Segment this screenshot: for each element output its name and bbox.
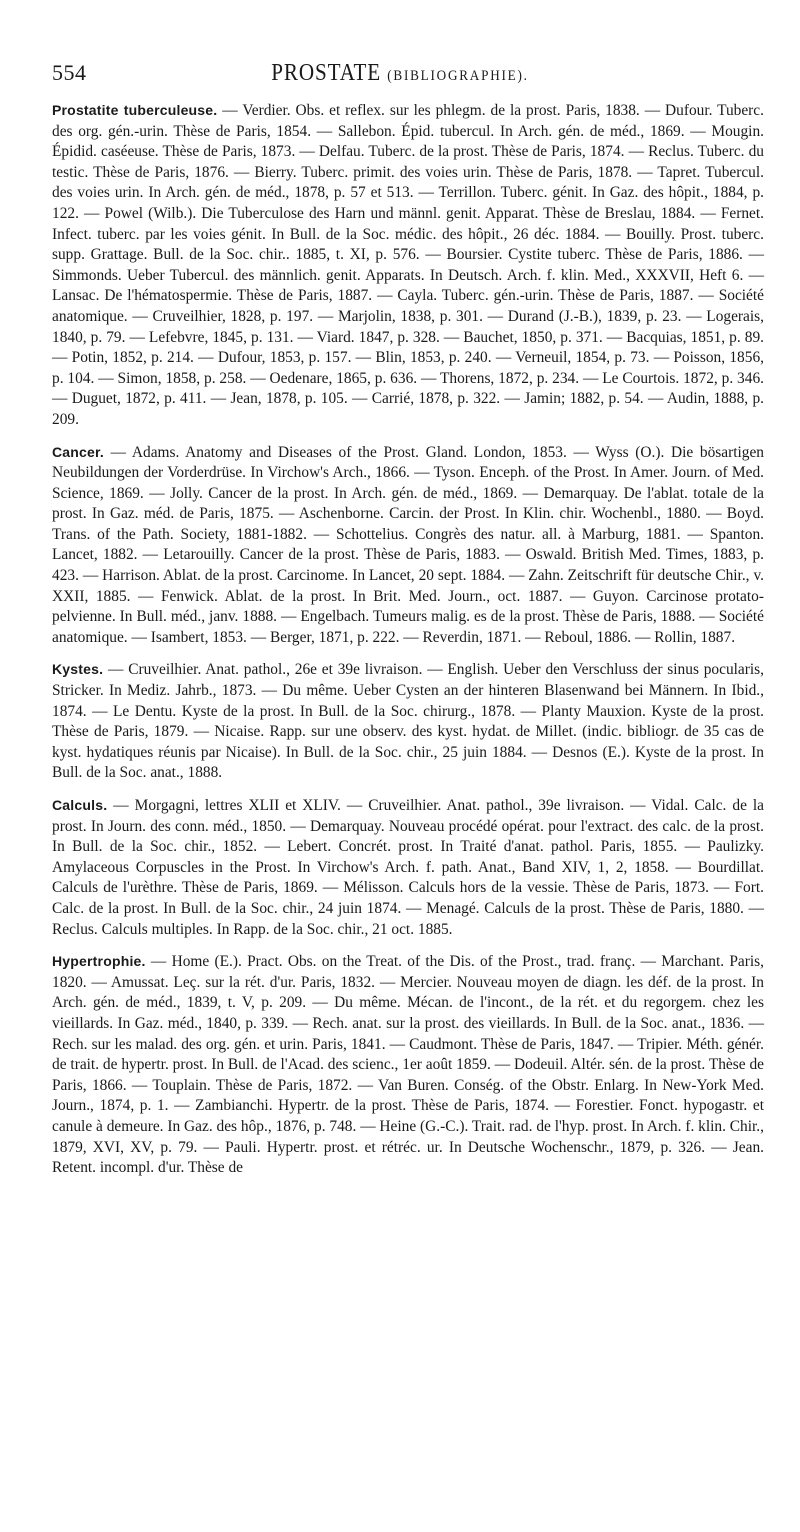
header-title-main: PROSTATE xyxy=(271,60,382,86)
bibliography-body xyxy=(52,100,764,1190)
header-subtitle: (BIBLIOGRAPHIE). xyxy=(387,68,529,84)
section-title: Cancer. xyxy=(52,443,104,460)
section-entries: — Adams. Anatomy and Diseases of the Prost. Gland. London, 1853. — Wyss (O.). Die bösartigen Neubildungen der Vorderdrüse. In Virchow's Arch., 1866. — Tyson. Enceph. of the Prost. In Amer. Journ. of Med. Science, 1869. — Jolly. Cancer de la prost. In Arch. gén. de méd., 1869. — Demarquay. De l'ablat. totale de la prost. In Gaz. méd. de Paris, 1875. — Aschenborne. Carcin. der Prost. In Klin. chir. Wochenbl., 1880. — Boyd. Trans. of the Path. Society, 1881-1882. — Schottelius. Congrès des natur. all. à Marburg, 1881. — Spanton. Lancet, 1882. — Letarouilly. Cancer de la prost. Thèse de Paris, 1883. — Oswald. British Med. Times, 1883, p. 423. — Harrison. Ablat. de la prost. Carcinome. In Lancet, 20 sept. 1884. — Zahn. Zeitschrift für deutsche Chir., v. XXII, 1885. — Fenwick. Ablat. de la prost. In Brit. Med. Journ., oct. 1887. — Guyon. Carcinose protato-pelvienne. In Bull. méd., janv. 1888. — Engelbach. Tumeurs malig. es de la prost. Thèse de Paris, 1888. — Société anatomique. — Isambert, 1853. — Berger, 1871, p. 222. — Reverdin, 1871. — Reboul, 1886. — Rollin, 1887. xyxy=(52,443,764,646)
section-title: Kystes. xyxy=(52,661,104,678)
section-cancer xyxy=(52,442,764,649)
section-kystes xyxy=(52,659,764,784)
section-title: Calculs. xyxy=(52,797,108,813)
section-prostatite-tuberculeuse xyxy=(52,100,764,431)
header-title xyxy=(48,60,752,87)
section-title: Hypertrophie. xyxy=(52,953,146,970)
section-entries: — Verdier. Obs. et reflex. sur les phlegm. de la prost. Paris, 1838. — Dufour. Tuberc. des org. gén.-urin. Thèse de Paris, 1854. — Sallebon. Épid. tubercul. In Arch. gén. de méd., 1869. — Mougin. Épidid. caséeuse. Thèse de Paris, 1873. — Delfau. Tuberc. de la prost. Thèse de Paris, 1874. — Reclus. Tuberc. du testic. Thèse de Paris, 1876. — Bierry. Tuberc. primit. des voies urin. Thèse de Paris, 1878. — Tapret. Tubercul. des voies urin. In Arch. gén. de méd., 1878, p. 57 et 513. — Terrillon. Tuberc. génit. In Gaz. des hôpit., 1884, p. 122. — Powel (Wilb.). Die Tuberculose des Harn und männl. genit. Apparat. Thèse de Breslau, 1884. — Fernet. Infect. tuberc. par les voies génit. In Bull. de la Soc. médic. des hôpit., 26 déc. 1884. — Bouilly. Prost. tuberc. supp. Grattage. Bull. de la Soc. chir.. 1885, t. XI, p. 576. — Boursier. Cystite tuberc. Thèse de Paris, 1886. — Simmonds. Ueber Tubercul. des männlich. genit. Apparats. In Deutsch. Arch. f. klin. Med., XXXVII, Heft 6. — Lansac. De l'hématospermie. Thèse de Paris, 1887. — Cayla. Tuberc. gén.-urin. Thèse de Paris, 1887. — Société anatomique. — Cruveilhier, 1828, p. 197. — Marjolin, 1838, p. 301. — Durand (J.-B.), 1839, p. 23. — Logerais, 1840, p. 79. — Lefebvre, 1845, p. 131. — Viard. 1847, p. 328. — Bauchet, 1850, p. 371. — Bacquias, 1851, p. 89. — Potin, 1852, p. 214. — Dufour, 1853, p. 157. — Blin, 1853, p. 240. — Verneuil, 1854, p. 73. — Poisson, 1856, p. 104. — Simon, 1858, p. 258. — Oedenare, 1865, p. 636. — Thorens, 1872, p. 234. — Le Courtois. 1872, p. 346. — Duguet, 1872, p. 411. — Jean, 1878, p. 105. — Carrié, 1878, p. 322. — Jamin; 1882, p. 54. — Audin, 1888, p. 209. xyxy=(52,102,764,428)
section-entries: — Cruveilhier. Anat. pathol., 26e et 39e livraison. — English. Ueber den Verschluss der sinus pocularis, Stricker. In Mediz. Jahrb., 1873. — Du même. Ueber Cysten an der hinteren Blasenwand bei Männern. In Ibid., 1874. — Le Dentu. Kyste de la prost. In Bull. de la Soc. chirurg., 1878. — Planty Mauxion. Kyste de la prost. Thèse de Paris, 1879. — Nicaise. Rapp. sur une observ. des kyst. hydat. de Millet. (indic. bibliogr. de 35 cas de kyst. hydatiques réunis par Nicaise). In Bull. de la Soc. chir., 25 juin 1884. — Desnos (E.). Kyste de la prost. In Bull. de la Soc. anat., 1888. xyxy=(52,661,764,782)
section-entries: — Home (E.). Pract. Obs. on the Treat. of the Dis. of the Prost., trad. franç. — Marchant. Paris, 1820. — Amussat. Leç. sur la rét. d'ur. Paris, 1832. — Mercier. Nouveau moyen de diagn. les déf. de la prost. In Arch. gén. de méd., 1839, t. V, p. 209. — Du même. Mécan. de l'incont., de la rét. et du regorgem. chez les vieillards. In Gaz. méd., 1840, p. 339. — Rech. anat. sur la prost. des vieillards. In Bull. de la Soc. anat., 1836. — Rech. sur les malad. des org. gén. et urin. Paris, 1841. — Caudmont. Thèse de Paris, 1847. — Tripier. Méth. génér. de trait. de hypertr. prost. In Bull. de l'Acad. des scienc., 1er août 1859. — Dodeuil. Altér. sén. de la prost. Thèse de Paris, 1866. — Touplain. Thèse de Paris, 1872. — Van Buren. Conség. of the Obstr. Enlarg. In New-York Med. Journ., 1874, p. 1. — Zambianchi. Hypertr. de la prost. Thèse de Paris, 1874. — Forestier. Fonct. hypogastr. et canule à demeure. In Gaz. des hôp., 1876, p. 748. — Heine (G.-C.). Trait. rad. de l'hyp. prost. In Arch. f. klin. Chir., 1879, XVI, XV, p. 79. — Pauli. Hypertr. prost. et rétréc. ur. In Deutsche Wochenschr., 1879, p. 326. — Jean. Retent. incompl. d'ur. Thèse de xyxy=(52,953,764,1177)
section-title: Prostatite tuberculeuse. xyxy=(52,102,218,118)
section-entries: — Morgagni, lettres XLII et XLIV. — Cruveilhier. Anat. pathol., 39e livraison. — Vidal. Calc. de la prost. In Journ. des conn. méd., 1850. — Demarquay. Nouveau procédé opérat. pour l'extract. des calc. de la prost. In Bull. de la Soc. chir., 1852. — Lebert. Concrét. prost. In Traité d'anat. pathol. Paris, 1855. — Paulizky. Amylaceous Corpuscles in the Prost. In Virchow's Arch. f. path. Anat., Band XIV, 1, 2, 1858. — Bourdillat. Calculs de l'urèthre. Thèse de Paris, 1869. — Mélisson. Calculs hors de la vessie. Thèse de Paris, 1873. — Fort. Calc. de la prost. In Bull. de la Soc. chir., 24 juin 1874. — Menagé. Calculs de la prost. Thèse de Paris, 1880. — Reclus. Calculs multiples. In Rapp. de la Soc. chir., 21 oct. 1885. xyxy=(52,797,764,938)
section-calculs xyxy=(52,795,764,940)
page-number: 554 xyxy=(52,60,87,85)
section-hypertrophie xyxy=(52,951,764,1179)
running-head xyxy=(0,60,800,94)
